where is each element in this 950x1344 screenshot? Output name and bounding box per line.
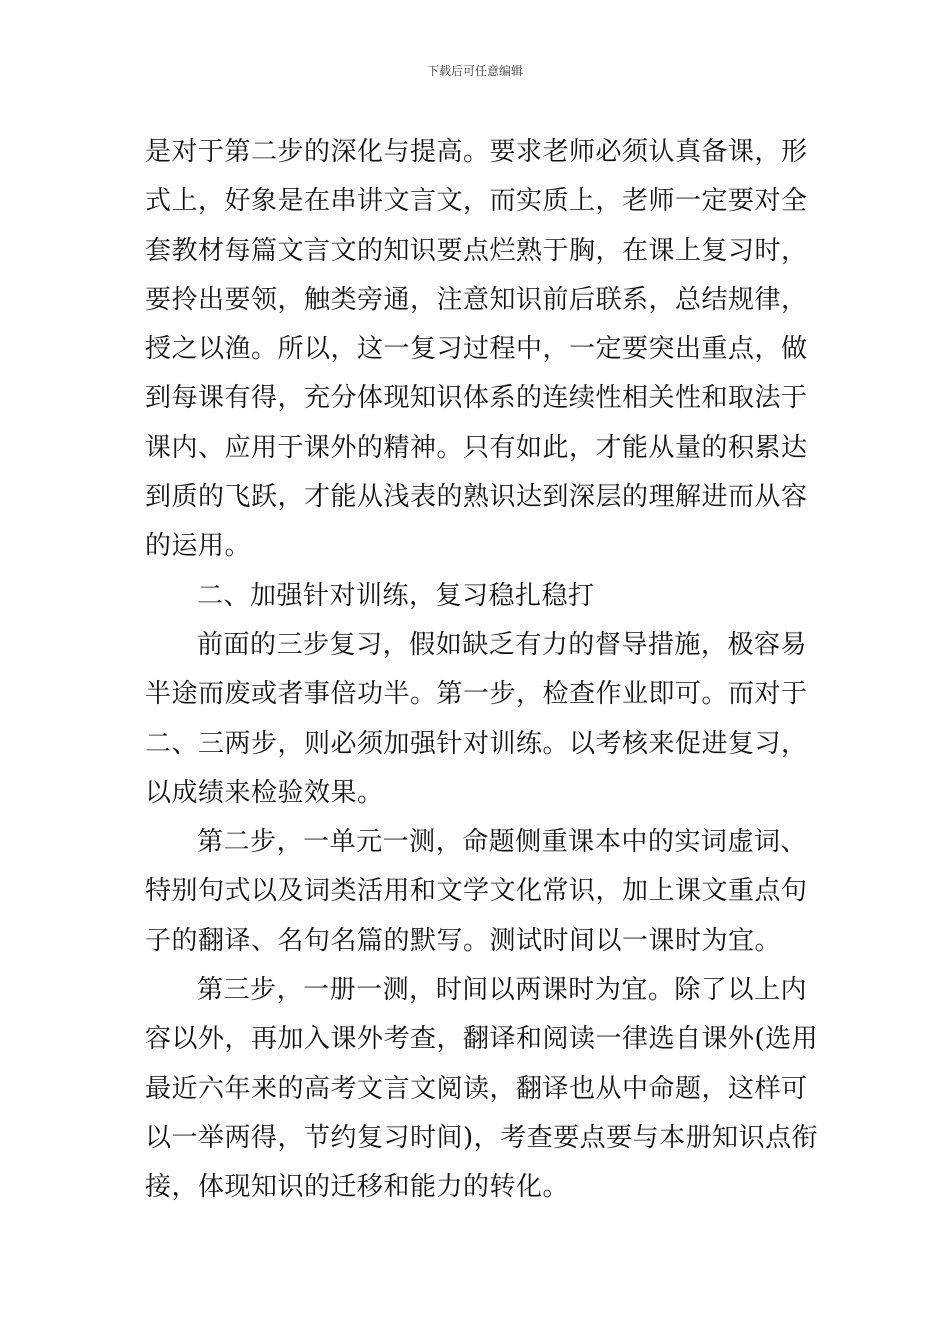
text-line: 第二步，一单元一测，命题侧重课本中的实词虚词、 <box>197 827 807 858</box>
text-line: 是对于第二步的深化与提高。要求老师必须认真备课，形 <box>145 137 808 167</box>
text-line: 半途而废或者事倍功半。第一步，检查作业即可。而对于 <box>145 679 808 710</box>
text-line: 容以外，再加入课外考查，翻译和阅读一律选自课外(选用 <box>145 1024 819 1055</box>
section-heading: 二、加强针对训练，复习稳扎稳打 <box>197 580 595 611</box>
text-line: 套教材每篇文言文的知识要点烂熟于胸，在课上复习时， <box>145 235 808 266</box>
text-line: 第三步，一册一测，时间以两课时为宜。除了以上内 <box>197 975 807 1006</box>
text-line: 以一举两得，节约复习时间)，考查要点要与本册知识点衔 <box>145 1122 819 1153</box>
text-line: 课内、应用于课外的精神。只有如此，才能从量的积累达 <box>145 432 808 463</box>
text-line: 授之以渔。所以，这一复习过程中，一定要突出重点，做 <box>145 334 808 365</box>
text-line: 特别句式以及词类活用和文学文化常识，加上课文重点句 <box>145 876 808 907</box>
document-body <box>145 128 819 1213</box>
text-line: 二、三两步，则必须加强针对训练。以考核来促进复习， <box>145 728 808 759</box>
text-line: 最近六年来的高考文言文阅读，翻译也从中命题，这样可 <box>145 1073 808 1104</box>
text-line: 以成绩来检验效果。 <box>145 777 384 808</box>
page-header: 下载后可任意编辑 <box>426 64 523 78</box>
text-line: 式上，好象是在串讲文言文，而实质上，老师一定要对全 <box>145 186 808 217</box>
text-line: 到质的飞跃，才能从浅表的熟识达到深层的理解进而从容 <box>145 482 808 513</box>
text-line: 前面的三步复习，假如缺乏有力的督导措施，极容易 <box>197 629 807 660</box>
text-line: 要拎出要领，触类旁通，注意知识前后联系，总结规律， <box>145 284 808 315</box>
text-line: 的运用。 <box>145 531 252 562</box>
text-line: 子的翻译、名句名篇的默写。测试时间以一课时为宜。 <box>145 925 782 956</box>
text-line: 到每课有得，充分体现知识体系的连续性相关性和取法于 <box>145 383 808 414</box>
text-line: 接，体现知识的迁移和能力的转化。 <box>145 1172 570 1203</box>
